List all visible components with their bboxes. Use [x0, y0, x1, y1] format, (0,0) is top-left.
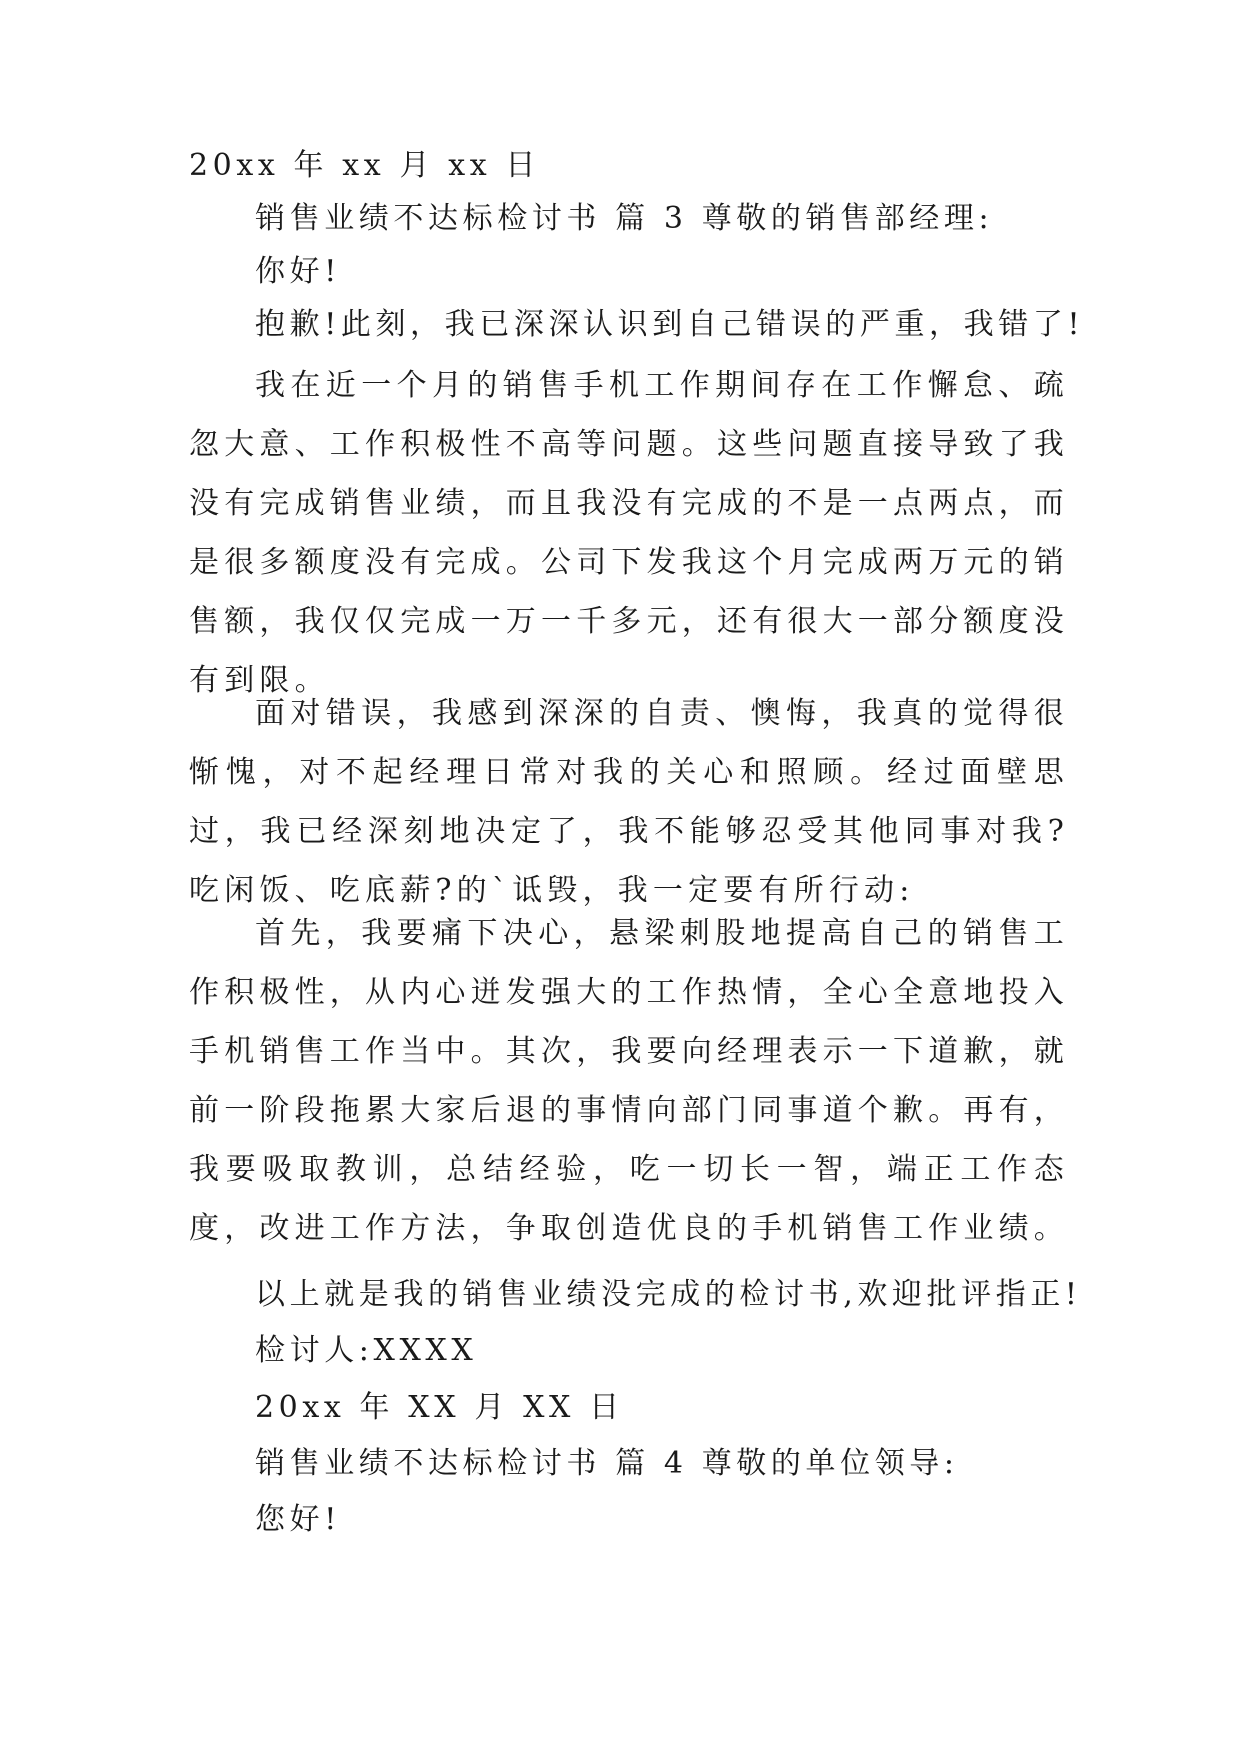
date-top: 20xx 年 xx 月 xx 日: [189, 148, 540, 183]
greeting-section-4: 您好!: [255, 1502, 341, 1537]
paragraph-first-steps: 首先，我要痛下决心，悬梁刺股地提高自己的销售工作积极性，从内心迸发强大的工作热情，全心全意地投入手机销售工作当中。其次，我要向经理表示一下道歉，就前一阶段拖累大家后退的事情向部门同事道个歉。再有，我要吸取教训，总结经验，吃一切长一智，端正工作态度，改进工作方法，争取创造优良的手机销售工作业绩。: [189, 916, 1069, 1246]
paragraph-apology: 抱歉!此刻，我已深深认识到自己错误的严重，我错了!: [255, 307, 1085, 342]
heading-section-4: 销售业绩不达标检讨书 篇 4 尊敬的单位领导:: [255, 1446, 959, 1481]
paragraph-facing-errors: 面对错误，我感到深深的自责、懊悔，我真的觉得很惭愧，对不起经理日常对我的关心和照顾。经过面壁思过，我已经深刻地决定了，我不能够忍受其他同事对我?吃闲饭、吃底薪?的`诋毁，我一定要有所行动:: [189, 696, 1069, 908]
paragraph-closing: 以上就是我的销售业绩没完成的检讨书,欢迎批评指正!: [255, 1277, 1082, 1312]
paragraph-problems: 我在近一个月的销售手机工作期间存在工作懈怠、疏忽大意、工作积极性不高等问题。这些问题直接导致了我没有完成销售业绩，而且我没有完成的不是一点两点，而是很多额度没有完成。公司下发我这个月完成两万元的销售额，我仅仅完成一万一千多元，还有很大一部分额度没有到限。: [189, 368, 1069, 698]
signature-date: 20xx 年 XX 月 XX 日: [255, 1390, 624, 1425]
signer-line: 检讨人:XXXX: [255, 1333, 478, 1368]
greeting-section-3: 你好!: [255, 254, 341, 289]
heading-section-3: 销售业绩不达标检讨书 篇 3 尊敬的销售部经理:: [255, 201, 994, 236]
